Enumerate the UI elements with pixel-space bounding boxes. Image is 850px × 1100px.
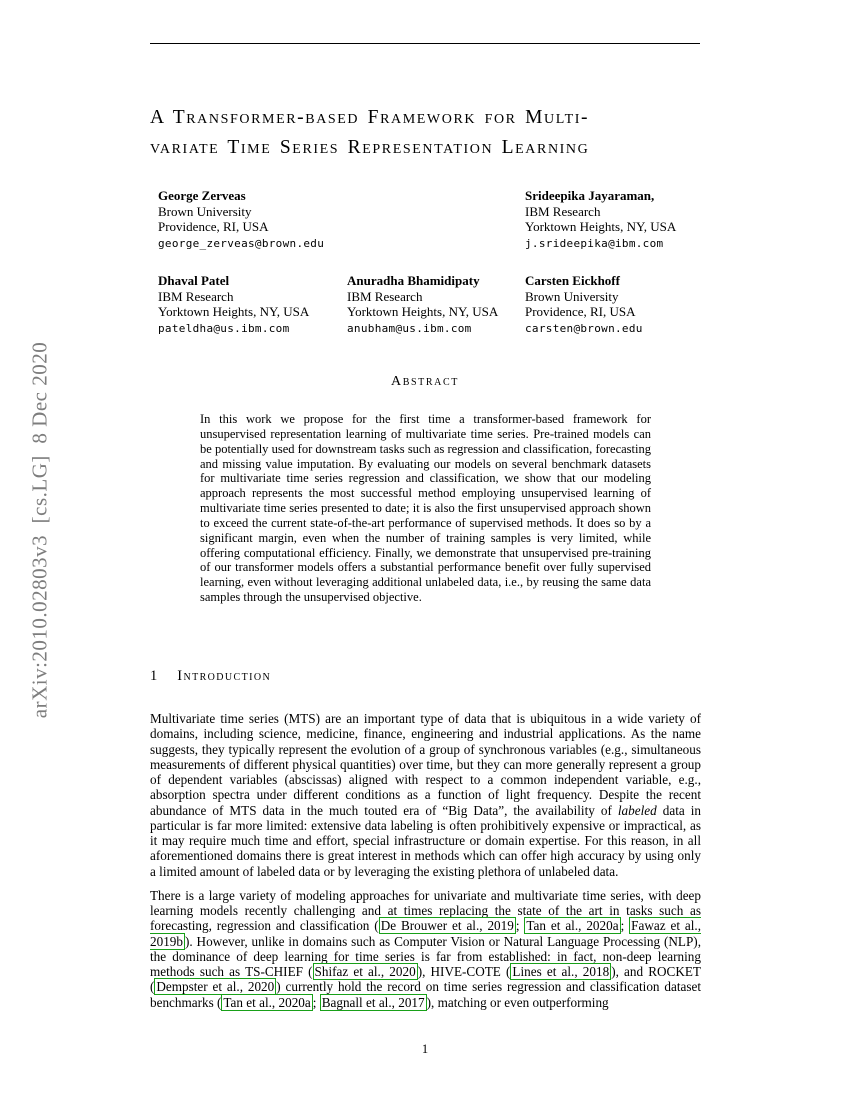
section-label: Introduction [177, 668, 272, 684]
author-block-4 [347, 273, 532, 336]
author-location: Providence, RI, USA [158, 219, 269, 234]
author-location: Yorktown Heights, NY, USA [347, 304, 499, 319]
citation-link[interactable]: Lines et al., 2018 [512, 964, 610, 979]
citation-link[interactable]: Tan et al., 2020a [223, 994, 311, 1010]
author-name: Anuradha Bhamidipaty [347, 273, 480, 288]
paper-title [150, 103, 706, 163]
abstract-text: In this work we propose for the first time a transformer-based framework for unsupervised representation learning of multivariate time series. Pre-trained models can be potentially used for downstream tasks such as regression and classification, forecasting and missing value imputation. By evaluating our models on several benchmark datasets for multivariate time series regression and classification, we show that our modeling approach represents the most successful method employing unsupervised learning of multivariate time series presented to date; it is also the first unsupervised approach shown to exceed the current state-of-the-art performance of supervised methods. It does so by a significant margin, even when the number of training samples is very limited, while offering computational efficiency. Finally, we demonstrate that unsupervised pre-training of our transformer models offers a substantial performance benefit over fully supervised learning, even without leveraging additional unlabeled data, i.e., by reusing the same data samples through the unsupervised objective. [200, 412, 651, 605]
citation-link[interactable]: Bagnall et al., 2017 [321, 994, 425, 1010]
citation-link[interactable]: Shifaz et al., 2020 [314, 964, 416, 979]
introduction-body [150, 711, 701, 1010]
author-name: George Zerveas [158, 188, 246, 203]
author-email: pateldha@us.ibm.com [158, 321, 290, 335]
author-affiliation: IBM Research [525, 203, 601, 219]
citation-link[interactable]: De Brouwer et al., 2019 [380, 918, 514, 934]
author-block-2 [525, 188, 710, 251]
author-name: Srideepika Jayaraman, [525, 188, 655, 203]
paper-title-line1: A Transformer-based Framework for Multi- [150, 107, 590, 128]
author-affiliation: IBM Research [347, 288, 423, 304]
emphasis-text: labeled [617, 802, 657, 818]
author-name: Carsten Eickhoff [525, 273, 620, 288]
section-number: 1 [150, 668, 158, 684]
page-number: 1 [421, 1042, 429, 1056]
author-email: george_zerveas@brown.edu [158, 236, 325, 250]
author-email: anubham@us.ibm.com [347, 321, 472, 335]
paper-title-line2: variate Time Series Representation Learning [150, 137, 590, 158]
author-block-3 [158, 273, 343, 336]
arxiv-sidebar-text: arXiv:2010.02803v3 [cs.LG] 8 Dec 2020 [27, 341, 52, 719]
citation-link[interactable]: Tan et al., 2020a [526, 918, 619, 934]
author-affiliation: Brown University [158, 203, 252, 219]
author-location: Yorktown Heights, NY, USA [525, 219, 677, 234]
intro-paragraph-1: Multivariate time series (MTS) are an important type of data that is ubiquitous in a wide variety of domains, including science, medicine, finance, engineering and industrial applications. As the name suggests, they typically represent the evolution of a group of synchronous variables (e.g., simultaneous measurements of different physical quantities) over time, but they can more generally represent a group of dependent variables (abscissas) aligned with respect to a common independent variable, e.g., absorption spectra under different conditions as a function of light frequency. Despite the recent abundance of MTS data in the much touted era of “Big Data”, the availability of labeled data in particular is far more limited: extensive data labeling is often prohibitively expensive or impractical, as it may require much time and effort, special infrastructure or domain expertise. For this reason, in all aforementioned domains there is great interest in methods which can offer high accuracy by using only a limited amount of labeled data or by leveraging the existing plethora of unlabeled data. [150, 711, 701, 879]
author-affiliation: Brown University [525, 288, 619, 304]
citation-link[interactable]: Fawaz et al., 2019b [150, 918, 702, 949]
author-affiliation: IBM Research [158, 288, 234, 304]
section-heading-introduction [150, 668, 271, 685]
citation-link[interactable]: Dempster et al., 2020 [156, 979, 275, 995]
intro-paragraph-2: There is a large variety of modeling approaches for univariate and multivariate time series, with deep learning models recently challenging and at times replacing the state of the art in tasks such as forecasting, regression and classification ( De Brouwer et al., 2019 ; Tan et al., 2020a ; Fawaz et al., 2019b ). However, unlike in domains such as Computer Vision or Natural Language Processing (NLP), the dominance of deep learning for time series is far from established: in fact, non-deep learning methods such as TS-CHIEF ( Shifaz et al., 2020 ), HIVE-COTE ( Lines et al., 2018 ), and ROCKET ( Dempster et al., 2020 ) currently hold the record on time series regression and classification dataset benchmarks ( Tan et al., 2020a ; Bagnall et al., 2017 ), matching or even outperforming [150, 887, 702, 1010]
author-block-1 [158, 188, 343, 251]
author-name: Dhaval Patel [158, 273, 230, 288]
author-location: Yorktown Heights, NY, USA [158, 304, 310, 319]
top-rule [150, 43, 700, 44]
author-email: carsten@brown.edu [525, 321, 643, 335]
author-location: Providence, RI, USA [525, 304, 636, 319]
author-block-5 [525, 273, 710, 336]
abstract-heading: Abstract [391, 374, 459, 389]
author-email: j.srideepika@ibm.com [525, 236, 664, 250]
